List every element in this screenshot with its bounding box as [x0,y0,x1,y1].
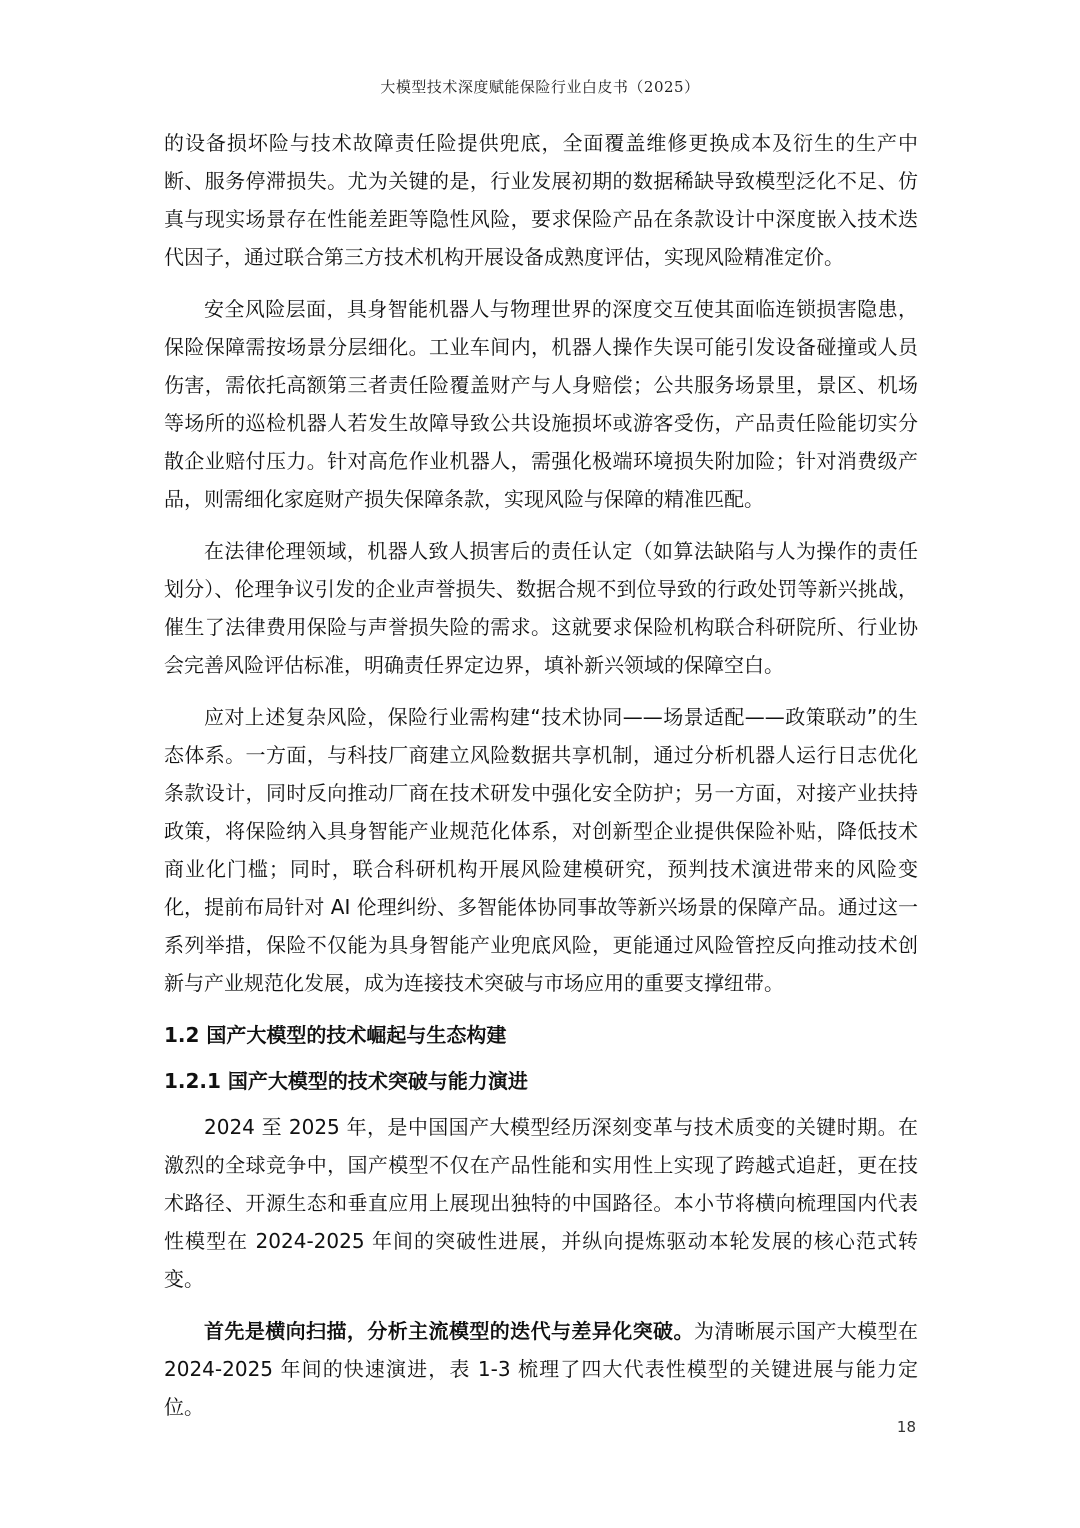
paragraph-rest: 为清晰展示国产大模型在 2024-2025 年间的快速演进，表 1-3 梳理了四大代表性模型的关键进展与能力定位。 [164,1319,919,1419]
paragraph-legal-ethics: 在法律伦理领域，机器人致人损害后的责任认定（如算法缺陷与人为操作的责任划分）、伦理争议引发的企业声誉损失、数据合规不到位导致的行政处罚等新兴挑战，催生了法律费用保险与声誉损失险的需求。这就要求保险机构联合科研院所、行业协会完善风险评估标准，明确责任界定边界，填补新兴领域的保障空白。 [164,539,918,677]
paragraph-domestic-models: 2024 至 2025 年，是中国国产大模型经历深刻变革与技术质变的关键时期。在激烈的全球竞争中，国产模型不仅在产品性能和实用性上实现了跨越式追赶，更在技术路径、开源生态和垂直应用上展现出独特的中国路径。本小节将横向梳理国内代表性模型在 2024-2025 年间的突破性进展，并纵向提炼驱动本轮发展的核心范式转变。 [164,1115,918,1291]
document-body [164,124,918,1440]
bold-lead-sentence: 首先是横向扫描，分析主流模型的迭代与差异化突破。 [204,1319,694,1343]
paragraph-horizontal-scan [164,1312,918,1426]
page-number: 18 [896,1418,916,1436]
paragraph-equipment-insurance: 的设备损坏险与技术故障责任险提供兜底，全面覆盖维修更换成本及衍生的生产中断、服务停滞损失。尤为关键的是，行业发展初期的数据稀缺导致模型泛化不足、仿真与现实场景存在性能差距等隐性风险，要求保险产品在条款设计中深度嵌入技术迭代因子，通过联合第三方技术机构开展设备成熟度评估，实现风险精准定价。 [164,131,918,269]
section-heading: 1.2 国产大模型的技术崛起与生态构建 [164,1023,507,1047]
paragraph-ecosystem: 应对上述复杂风险，保险行业需构建“技术协同——场景适配——政策联动”的生态体系。一方面，与科技厂商建立风险数据共享机制，通过分析机器人运行日志优化条款设计，同时反向推动厂商在技术研发中强化安全防护；另一方面，对接产业扶持政策，将保险纳入具身智能产业规范化体系，对创新型企业提供保险补贴，降低技术商业化门槛；同时，联合科研机构开展风险建模研究，预判技术演进带来的风险变化，提前布局针对 AI 伦理纠纷、多智能体协同事故等新兴场景的保障产品。通过这一系列举措，保险不仅能为具身智能产业兜底风险，更能通过风险管控反向推动技术创新与产业规范化发展，成为连接技术突破与市场应用的重要支撑纽带。 [164,705,918,995]
subsection-heading: 1.2.1 国产大模型的技术突破与能力演进 [164,1069,528,1093]
page-header-title: 大模型技术深度赋能保险行业白皮书（2025） [380,78,700,96]
paragraph-safety-risk: 安全风险层面，具身智能机器人与物理世界的深度交互使其面临连锁损害隐患，保险保障需按场景分层细化。工业车间内，机器人操作失误可能引发设备碰撞或人员伤害，需依托高额第三者责任险覆盖财产与人身赔偿；公共服务场景里，景区、机场等场所的巡检机器人若发生故障导致公共设施损坏或游客受伤，产品责任险能切实分散企业赔付压力。针对高危作业机器人，需强化极端环境损失附加险；针对消费级产品，则需细化家庭财产损失保障条款，实现风险与保障的精准匹配。 [164,297,918,511]
